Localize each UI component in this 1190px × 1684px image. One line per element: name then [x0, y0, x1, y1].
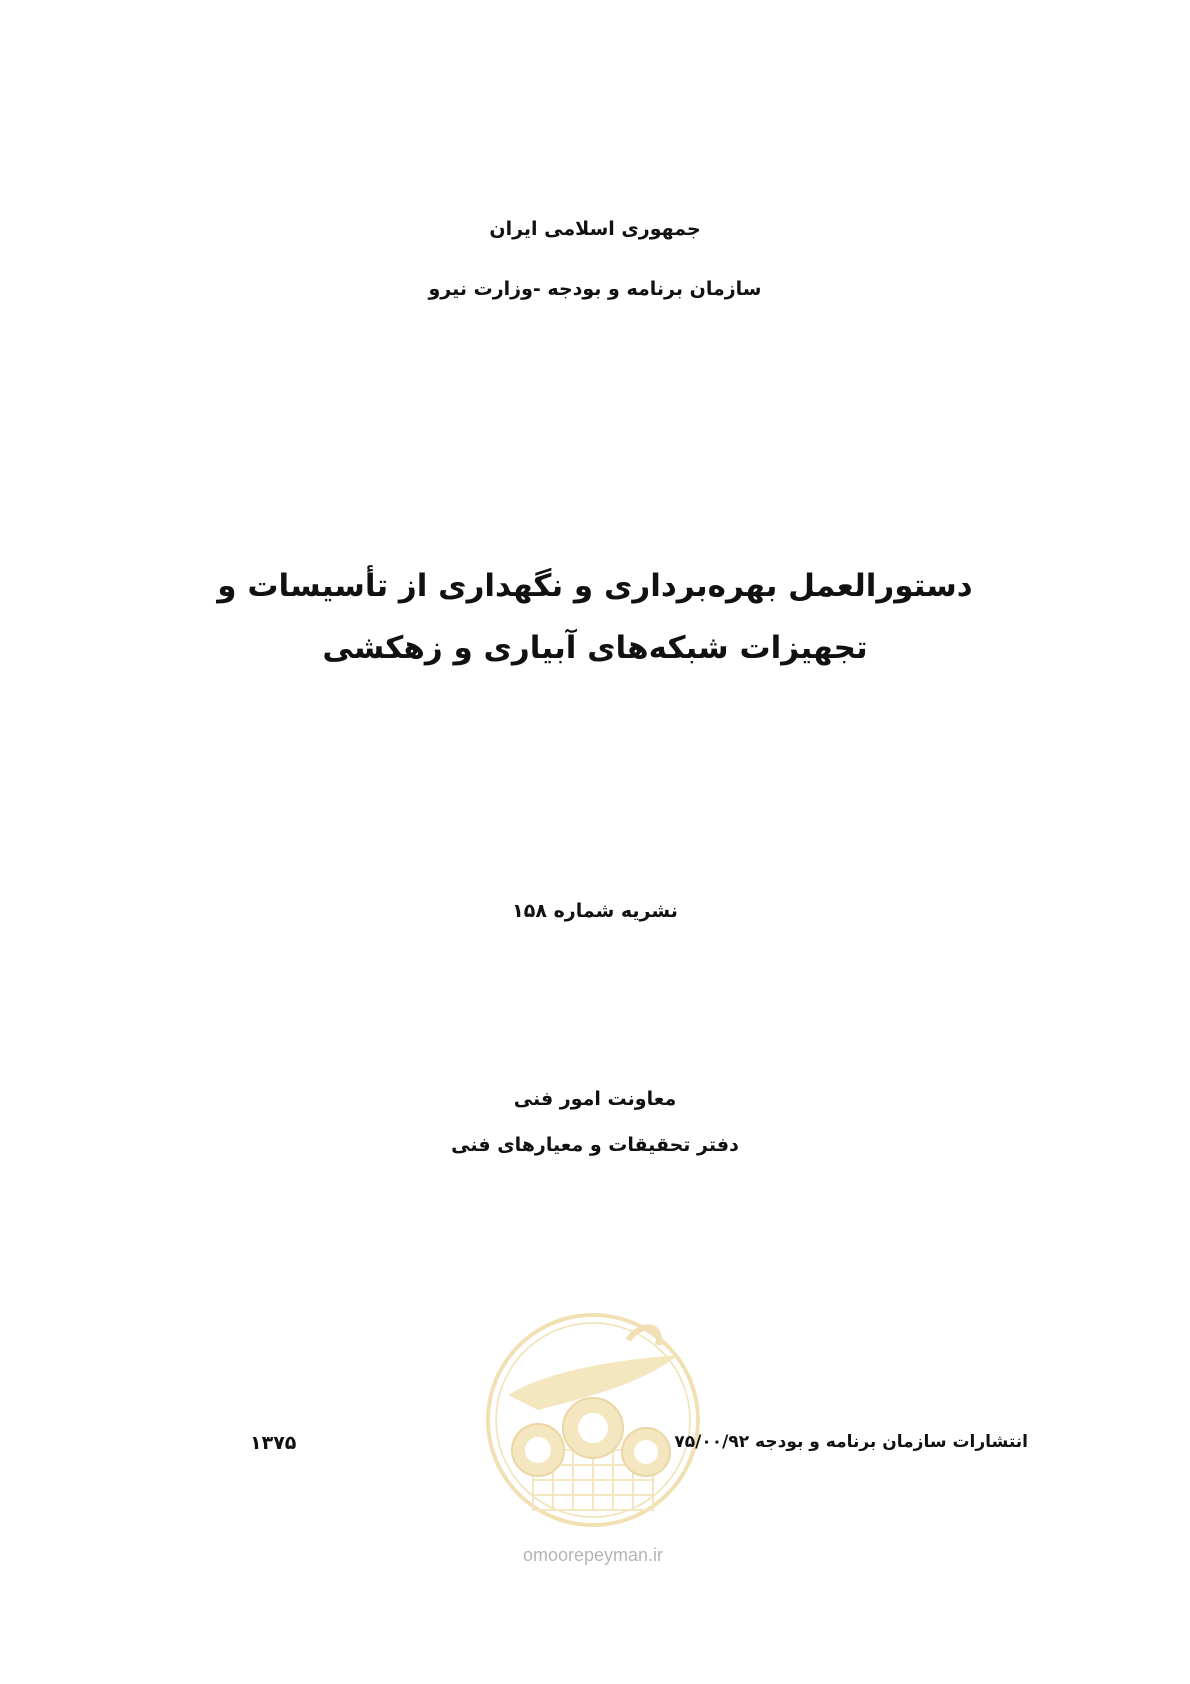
publisher-line: انتشارات سازمان برنامه و بودجه ۷۵/۰۰/۹۲ — [674, 1432, 1028, 1452]
country-name: جمهوری اسلامی ایران — [489, 218, 701, 240]
document-title-line-2: تجهیزات شبکه‌های آبیاری و زهکشی — [322, 630, 868, 666]
publication-year: ۱۳۷۵ — [250, 1432, 297, 1454]
department-line-1: معاونت امور فنی — [513, 1088, 677, 1110]
publication-number: نشریه شماره ۱۵۸ — [512, 900, 678, 922]
document-title-line-1: دستورالعمل بهره‌برداری و نگهداری از تأسیسات و — [217, 568, 973, 604]
department-line-2: دفتر تحقیقات و معیارهای فنی — [451, 1134, 739, 1156]
organizations-line: سازمان برنامه و بودجه -وزارت نیرو — [428, 278, 762, 300]
watermark-url: omoorepeyman.ir — [522, 1545, 664, 1565]
